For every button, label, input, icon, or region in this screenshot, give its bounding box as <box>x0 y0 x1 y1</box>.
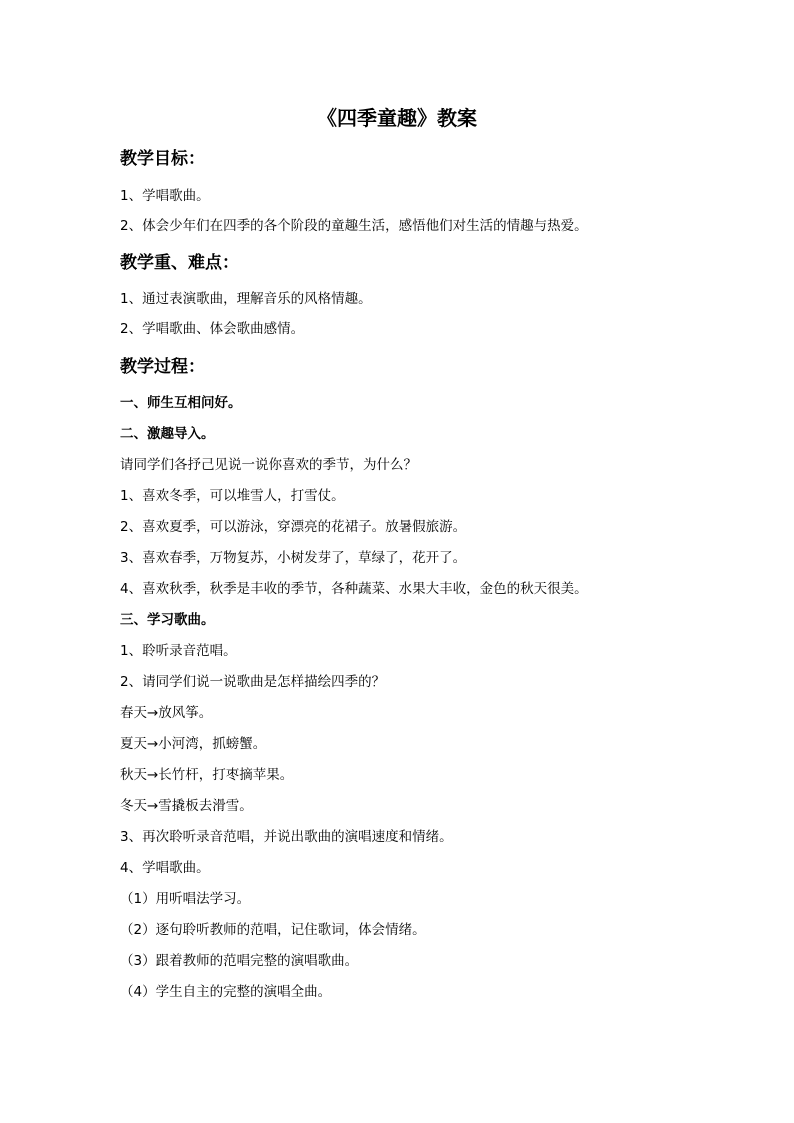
substep-2: （2）逐句聆听教师的范唱，记住歌词，体会情绪。 <box>120 922 426 938</box>
season-winter: 冬天→雪撬板去滑雪。 <box>120 798 253 814</box>
substep-3: （3）跟着教师的范唱完整的演唱歌曲。 <box>120 953 359 969</box>
key-points-heading: 教学重、难点： <box>120 253 239 273</box>
substep-4: （4）学生自主的完整的演唱全曲。 <box>120 984 332 1000</box>
goals-heading: 教学目标： <box>120 149 205 169</box>
step-2-heading: 二、激趣导入。 <box>120 426 215 442</box>
step-3-heading: 三、学习歌曲。 <box>120 612 215 628</box>
season-spring: 春天→放风筝。 <box>120 705 213 721</box>
key-point-item-2: 2、学唱歌曲、体会歌曲感情。 <box>120 321 305 337</box>
season-summer: 夏天→小河湾，抓螃蟹。 <box>120 736 267 752</box>
step-2-question: 请同学们各抒己见说一说你喜欢的季节，为什么？ <box>120 457 417 473</box>
step-2-item-3: 3、喜欢春季，万物复苏，小树发芽了，草绿了，花开了。 <box>120 550 467 566</box>
goal-item-2: 2、体会少年们在四季的各个阶段的童趣生活，感悟他们对生活的情趣与热爱。 <box>120 218 588 234</box>
step-1-heading: 一、师生互相问好。 <box>120 395 242 411</box>
substep-1: （1）用听唱法学习。 <box>120 891 251 907</box>
goal-item-1: 1、学唱歌曲。 <box>120 188 210 204</box>
step-2-item-2: 2、喜欢夏季，可以游泳，穿漂亮的花裙子。放暑假旅游。 <box>120 519 467 535</box>
step-2-item-1: 1、喜欢冬季，可以堆雪人，打雪仗。 <box>120 488 345 504</box>
step-3-item-1: 1、聆听录音范唱。 <box>120 643 237 659</box>
step-3-item-2: 2、请同学们说一说歌曲是怎样描绘四季的？ <box>120 674 386 690</box>
step-2-item-4: 4、喜欢秋季，秋季是丰收的季节，各种蔬菜、水果大丰收，金色的秋天很美。 <box>120 581 588 597</box>
document-title: 《四季童趣》教案 <box>317 106 477 130</box>
season-autumn: 秋天→长竹杆，打枣摘苹果。 <box>120 767 294 783</box>
process-heading: 教学过程： <box>120 357 205 377</box>
step-3-item-4: 4、学唱歌曲。 <box>120 860 210 876</box>
step-3-item-3: 3、再次聆听录音范唱，并说出歌曲的演唱速度和情绪。 <box>120 829 453 845</box>
key-point-item-1: 1、通过表演歌曲，理解音乐的风格情趣。 <box>120 291 372 307</box>
